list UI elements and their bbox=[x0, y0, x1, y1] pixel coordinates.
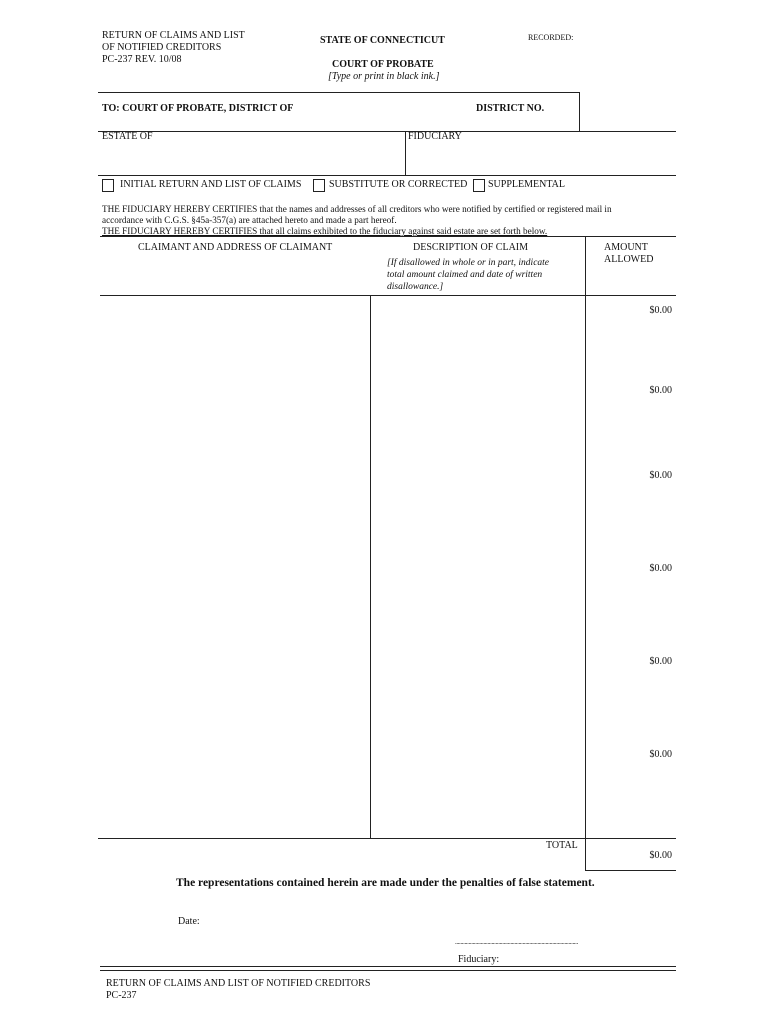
amount-row-1[interactable]: $0.00 bbox=[649, 305, 672, 316]
total-label: TOTAL bbox=[546, 840, 578, 851]
table-top-rule bbox=[100, 236, 676, 237]
to-court-field[interactable]: TO: COURT OF PROBATE, DISTRICT OF bbox=[102, 103, 294, 114]
col-claimant-header: CLAIMANT AND ADDRESS OF CLAIMANT bbox=[138, 242, 333, 253]
fiduciary-signature-label: Fiduciary: bbox=[458, 954, 500, 965]
col-description-note1: [If disallowed in whole or in part, indicate bbox=[387, 258, 550, 268]
bottom-form-code: PC-237 bbox=[106, 990, 137, 1001]
col-description-header: DESCRIPTION OF CLAIM bbox=[413, 242, 529, 253]
penalty-statement: The representations contained herein are made under the penalties of false statement. bbox=[176, 877, 595, 889]
amount-row-2[interactable]: $0.00 bbox=[649, 385, 672, 396]
bottom-form-title: RETURN OF CLAIMS AND LIST OF NOTIFIED CREDITORS bbox=[106, 978, 371, 989]
rule-top bbox=[98, 92, 579, 93]
amount-row-3[interactable]: $0.00 bbox=[649, 470, 672, 481]
initial-checkbox[interactable] bbox=[102, 179, 114, 192]
footer-rule-1 bbox=[100, 966, 676, 967]
estate-fiduciary-divider bbox=[405, 131, 406, 175]
table-bottom-rule bbox=[98, 838, 676, 839]
footer-rule-2 bbox=[100, 970, 676, 971]
total-box-bottom bbox=[585, 870, 676, 871]
certify-line3: THE FIDUCIARY HEREBY CERTIFIES that all claims exhibited to the fiduciary against said estate are set forth below. bbox=[102, 226, 548, 236]
col-description-note3: disallowance.] bbox=[387, 282, 444, 292]
court-heading: COURT OF PROBATE bbox=[332, 59, 434, 70]
table-col-divider-1 bbox=[370, 295, 371, 838]
date-field[interactable]: Date: bbox=[178, 916, 200, 927]
amount-row-4[interactable]: $0.00 bbox=[649, 563, 672, 574]
certify-line2: accordance with C.G.S. §45a-357(a) are attached hereto and made a part hereof. bbox=[102, 215, 397, 225]
substitute-label: SUBSTITUTE OR CORRECTED bbox=[329, 179, 468, 190]
substitute-checkbox[interactable] bbox=[313, 179, 325, 192]
col-amount-header-2: ALLOWED bbox=[604, 254, 654, 265]
estate-of-field[interactable]: ESTATE OF bbox=[102, 131, 153, 142]
form-title-line2: OF NOTIFIED CREDITORS bbox=[102, 42, 222, 53]
form-title-line1: RETURN OF CLAIMS AND LIST bbox=[102, 30, 245, 41]
recorded-box-left bbox=[579, 92, 580, 132]
form-code: PC-237 REV. 10/08 bbox=[102, 54, 182, 65]
recorded-label: RECORDED: bbox=[528, 33, 574, 42]
certify-line1: THE FIDUCIARY HEREBY CERTIFIES that the names and addresses of all creditors who were notified by certified or registered mail in bbox=[102, 204, 612, 214]
total-value[interactable]: $0.00 bbox=[649, 850, 672, 861]
amount-row-5[interactable]: $0.00 bbox=[649, 656, 672, 667]
supplemental-label: SUPPLEMENTAL bbox=[488, 179, 565, 190]
rule-estate bbox=[98, 175, 676, 176]
state-heading: STATE OF CONNECTICUT bbox=[320, 35, 445, 46]
signature-line[interactable]: ........................................................................................... bbox=[455, 938, 578, 946]
ink-instruction: [Type or print in black ink.] bbox=[328, 71, 440, 82]
fiduciary-field[interactable]: FIDUCIARY bbox=[408, 131, 462, 142]
rule-district bbox=[98, 131, 676, 132]
table-header-rule bbox=[100, 295, 676, 296]
district-no-field[interactable]: DISTRICT NO. bbox=[476, 103, 545, 114]
supplemental-checkbox[interactable] bbox=[473, 179, 485, 192]
amount-row-6[interactable]: $0.00 bbox=[649, 749, 672, 760]
col-description-note2: total amount claimed and date of written bbox=[387, 270, 543, 280]
table-col-divider-2 bbox=[585, 236, 586, 871]
initial-label: INITIAL RETURN AND LIST OF CLAIMS bbox=[120, 179, 302, 190]
col-amount-header-1: AMOUNT bbox=[604, 242, 648, 253]
